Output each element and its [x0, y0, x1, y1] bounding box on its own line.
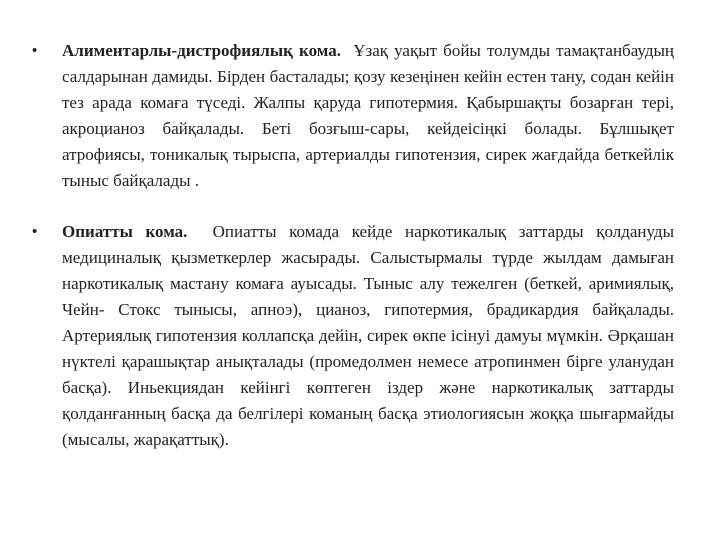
bullet-list [30, 38, 674, 453]
bullet-term: Опиатты кома. [62, 222, 188, 241]
bullet-item-alimentary-coma [30, 38, 674, 194]
bullet-text: Ұзақ уақыт бойы толумды тамақтанбаудың салдарынан дамиды. Бірден басталады; қозу кезеңінен кейін естен тану, содан кейін тез арада комаға түседі. Жалпы қаруда гипотермия. Қабыршақты бозарған тері, акроцианоз байқалады. Беті бозғыш-сары, кейдеісіңкі болады. Бұлшықет атрофиясы, тоникалық тырыспа, артериалды гипотензия, сирек жағдайда беткейлік тыныс байқалады . [62, 41, 674, 190]
bullet-term: Алиментарлы-дистрофиялық кома. [62, 41, 341, 60]
bullet-icon: • [32, 223, 38, 240]
bullet-icon: • [32, 42, 38, 59]
bullet-item-opiate-coma [30, 219, 674, 453]
bullet-text: Опиатты комада кейде наркотикалық заттарды қолдануды медициналық қызметкерлер жасырады. Салыстырмалы түрде жылдам дамыған наркотикалық мастану комаға ауысады. Тыныс алу тежелген (беткей, аримиялық, Чейн- Стокс тынысы, апноэ), цианоз, гипотермия, брадикардия байқалады. Артериялық гипотензия коллапсқа дейін, сирек өкпе ісінуі дамуы мүмкін. Әрқашан нүктелі қарашықтар анықталады (промедолмен немесе атропинмен бірге уланудан басқа). Иньекциядан кейінгі көптеген іздер және наркотикалық заттарды қолданғанның басқа да белгілері команың басқа этиологиясын жоққа шығармайды (мысалы, жарақаттық). [62, 222, 675, 449]
